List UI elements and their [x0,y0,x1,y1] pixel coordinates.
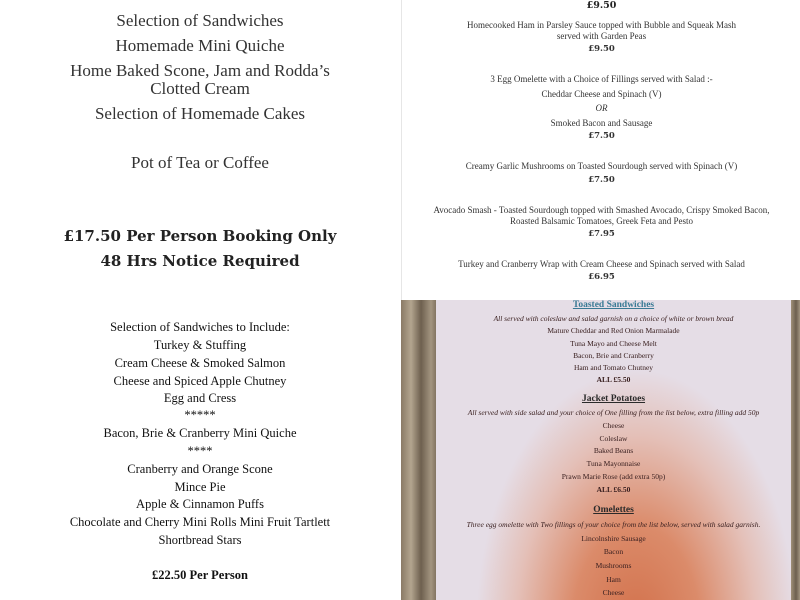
menu-item: served with Garden Peas [556,31,647,41]
section-title: Jacket Potatoes [581,394,646,404]
menu-item: Clotted Cream [150,79,250,98]
menu-item: Turkey and Cranberry Wrap with Cream Cheese and Spinach served with Salad [458,259,745,269]
list-item: Ham and Tomato Chutney [573,363,654,372]
list-item: Prawn Marie Rose (add extra 50p) [561,472,666,481]
list-item: Bacon [603,547,624,556]
menu-photo [401,300,800,600]
list-item: Shortbread Stars [158,533,242,547]
list-item: Baked Beans [593,446,634,455]
list-item: Coleslaw [599,434,628,443]
mains-menu [401,0,800,300]
price: £22.50 Per Person [152,568,248,582]
list-item: Mature Cheddar and Red Onion Marmalade [547,326,680,335]
notice: 48 Hrs Notice Required [100,252,300,270]
list-item: Selection of Sandwiches to Include: [110,320,290,334]
menu-item: Homemade Mini Quiche [115,36,285,55]
price: ALL £5.50 [596,375,631,384]
menu-item: Cheddar Cheese and Spinach (V) [541,89,662,99]
list-item: Chocolate and Cherry Mini Rolls Mini Fruit Tartlett [69,515,331,529]
list-item: Egg and Cress [163,391,237,405]
price: £6.95 [588,272,615,282]
menu-item: OR [595,103,608,113]
list-item: Tuna Mayo and Cheese Melt [570,339,657,348]
list-item: Mushrooms [595,561,632,570]
list-item: Bacon, Brie & Cranberry Mini Quiche [103,426,297,440]
separator: ***** [184,408,216,422]
menu-item: Roasted Balsamic Tomatoes, Greek Feta and Pesto [510,216,693,226]
list-item: Cranberry and Orange Scone [127,462,273,476]
menu-item: Creamy Garlic Mushrooms on Toasted Sourdough served with Spinach (V) [465,161,738,171]
menu-item: Homecooked Ham in Parsley Sauce topped with Bubble and Squeak Mash [467,20,736,30]
section-desc: All served with coleslaw and salad garnish on a choice of white or brown bread [493,314,734,323]
menu-item: Smoked Bacon and Sausage [550,118,653,128]
section-title: Toasted Sandwiches [572,300,655,310]
wood-edge [791,300,800,600]
list-item: Cheese [602,588,625,597]
menu-paper [436,300,791,600]
section-title: Omelettes [593,505,634,515]
section-desc: Three egg omelette with Two fillings of your choice from the list below, served with salad garnish. [466,520,761,529]
list-item: Mince Pie [174,480,226,494]
price: £17.50 Per Person Booking Only [63,227,337,245]
separator: **** [187,444,213,458]
section-desc: All served with side salad and your choice of One filling from the list below, extra filling add 50p [467,408,760,417]
list-item: Bacon, Brie and Cranberry [573,351,654,360]
price: ALL £6.50 [596,485,631,494]
menu-item: Selection of Sandwiches [116,11,284,30]
list-item: Cheese [602,421,625,430]
price: £7.50 [588,131,615,141]
list-item: Cream Cheese & Smoked Salmon [114,356,286,370]
price: £9.50 [586,0,617,11]
menu-item: Home Baked Scone, Jam and Rodda’s [70,61,330,80]
menu-item: 3 Egg Omelette with a Choice of Fillings served with Salad :- [490,74,713,84]
price: £7.50 [588,175,615,185]
menu-item: Selection of Homemade Cakes [94,104,306,123]
list-item: Turkey & Stuffing [153,338,247,352]
list-item: Tuna Mayonnaise [586,459,641,468]
price: £7.95 [588,229,615,239]
list-item: Ham [606,575,621,584]
list-item: Lincolnshire Sausage [581,534,646,543]
list-item: Apple & Cinnamon Puffs [136,497,264,511]
price: £9.50 [588,44,615,54]
menu-item: Avocado Smash - Toasted Sourdough topped with Smashed Avocado, Crispy Smoked Bacon, [433,205,770,215]
menu-item: Pot of Tea or Coffee [131,153,269,172]
list-item: Cheese and Spiced Apple Chutney [113,374,287,388]
